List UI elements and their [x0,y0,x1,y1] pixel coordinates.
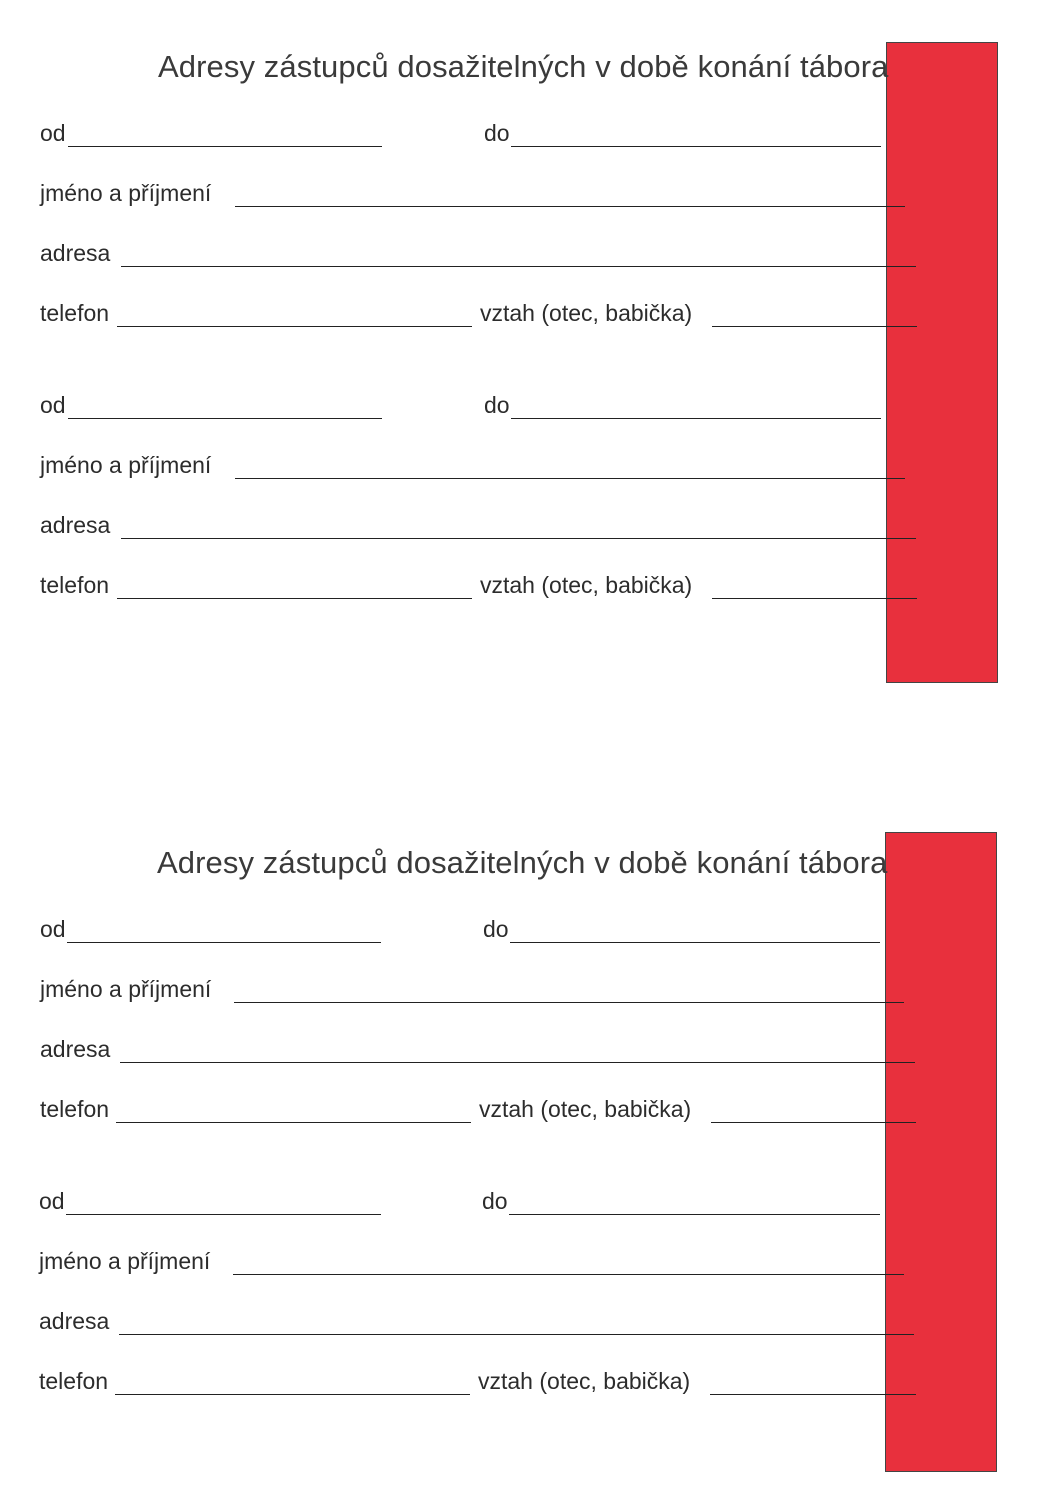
relation-label: vztah (otec, babička) [480,300,693,326]
from-label: od [40,916,66,942]
phone-field[interactable] [117,326,472,327]
phone-field[interactable] [116,1122,471,1123]
name-field[interactable] [233,1274,904,1275]
from-field[interactable] [66,1214,381,1215]
relation-label: vztah (otec, babička) [478,1368,691,1394]
contact-card-1 [0,0,1060,660]
from-label: od [39,1188,65,1214]
to-label: do [484,120,510,146]
phone-label: telefon [40,1096,110,1122]
form-title: Adresy zástupců dosažitelných v době konání tábora [158,49,889,84]
phone-field[interactable] [117,598,472,599]
address-field[interactable] [120,1062,915,1063]
name-field[interactable] [234,1002,904,1003]
phone-field[interactable] [115,1394,470,1395]
address-field[interactable] [121,266,916,267]
name-field[interactable] [235,206,905,207]
relation-label: vztah (otec, babička) [479,1096,692,1122]
to-field[interactable] [509,1214,880,1215]
phone-label: telefon [39,1368,109,1394]
address-field[interactable] [121,538,916,539]
to-label: do [484,392,510,418]
form-title: Adresy zástupců dosažitelných v době konání tábora [157,845,888,880]
name-label: jméno a příjmení [40,452,212,478]
to-label: do [482,1188,508,1214]
to-field[interactable] [510,942,880,943]
to-field[interactable] [511,146,881,147]
name-label: jméno a příjmení [40,180,212,206]
phone-label: telefon [40,300,110,326]
from-field[interactable] [68,418,382,419]
address-label: adresa [40,512,111,538]
address-label: adresa [40,240,111,266]
to-field[interactable] [511,418,881,419]
from-field[interactable] [68,146,382,147]
relation-field[interactable] [712,598,917,599]
relation-field[interactable] [710,1394,916,1395]
name-field[interactable] [235,478,905,479]
relation-label: vztah (otec, babička) [480,572,693,598]
from-field[interactable] [67,942,381,943]
name-label: jméno a příjmení [39,1248,211,1274]
red-edge-tab [886,42,998,683]
relation-field[interactable] [711,1122,916,1123]
relation-field[interactable] [712,326,917,327]
address-label: adresa [39,1308,110,1334]
address-field[interactable] [119,1334,914,1335]
red-edge-tab [885,832,997,1472]
to-label: do [483,916,509,942]
from-label: od [40,120,66,146]
contact-card-2 [0,790,1060,1450]
from-label: od [40,392,66,418]
address-label: adresa [40,1036,111,1062]
phone-label: telefon [40,572,110,598]
name-label: jméno a příjmení [40,976,212,1002]
